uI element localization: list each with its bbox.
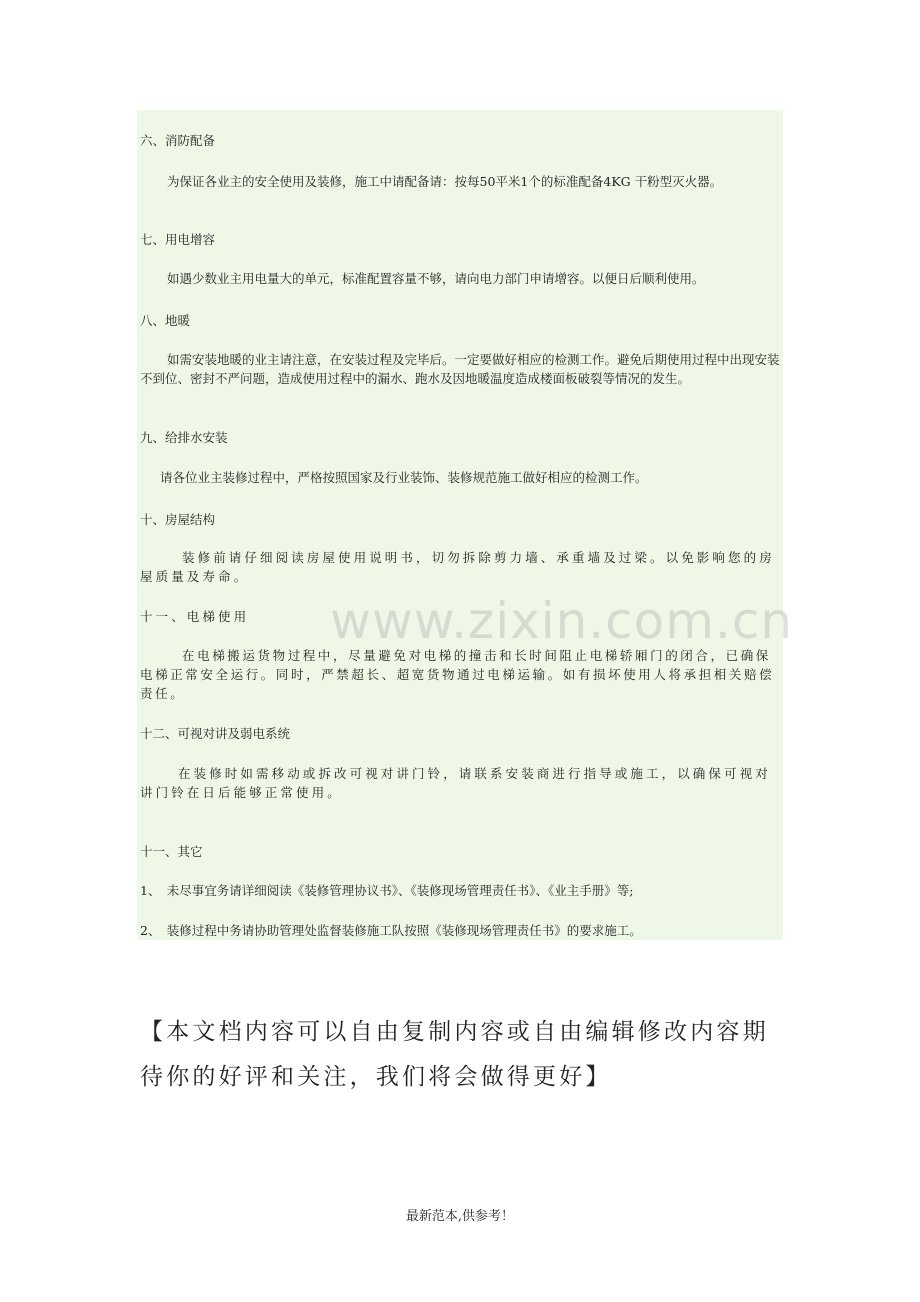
section-9-heading: 九、给排水安装 xyxy=(140,430,228,445)
section-11-heading: 十一、电梯使用 xyxy=(140,609,250,624)
document-panel xyxy=(137,110,783,940)
other-item-1: 1、 未尽事宜务请详细阅读《装修管理协议书》、《装修现场管理责任书》、《业主手册》等; xyxy=(140,883,634,898)
other-item-2: 2、 装修过程中务请协助管理处监督装修施工队按照《装修现场管理责任书》的要求施工。 xyxy=(140,923,642,938)
watermark: www.zixin.com.cn xyxy=(330,592,794,650)
section-10-body: 装修前请仔细阅读房屋使用说明书，切勿拆除剪力墙、承重墙及过梁。以免影响您的房屋质量及寿命。 xyxy=(140,550,775,584)
section-9-body: 请各位业主装修过程中，严格按照国家及行业装饰、装修规范施工做好相应的检测工作。 xyxy=(160,470,648,485)
section-6-body: 为保证各业主的安全使用及装修，施工中请配备请：按每50平米1个的标准配备4KG 干粉型灭火器。 xyxy=(167,174,723,189)
section-10-heading: 十、房屋结构 xyxy=(140,512,216,527)
section-8-heading: 八、地暖 xyxy=(140,313,191,328)
section-other-heading: 十一、其它 xyxy=(140,844,203,859)
section-12-heading: 十二、可视对讲及弱电系统 xyxy=(140,726,291,741)
section-12-body: 在装修时如需移动或拆改可视对讲门铃，请联系安装商进行指导或施工，以确保可视对讲门铃在日后能够正常使用。 xyxy=(140,766,771,800)
section-8-body: 如需安装地暖的业主请注意，在安装过程及完毕后。一定要做好相应的检测工作。避免后期使用过程中出现安装不到位、密封不严问题，造成使用过程中的漏水、跑水及因地暖温度造成楼面板破裂等情况的发生。 xyxy=(140,352,780,386)
promo-text: 【本文档内容可以自由复制内容或自由编辑修改内容期待你的好评和关注，我们将会做得更好】 xyxy=(140,1019,769,1090)
section-7-body: 如遇少数业主用电量大的单元，标准配置容量不够，请向电力部门申请增容。以便日后顺利使用。 xyxy=(167,271,705,286)
section-7-heading: 七、用电增容 xyxy=(140,232,216,247)
section-6-heading: 六、消防配备 xyxy=(140,133,216,148)
footer-text: 最新范本,供参考！ xyxy=(405,1209,515,1224)
section-11-body: 在电梯搬运货物过程中，尽量避免对电梯的撞击和长时间阻止电梯轿厢门的闭合，已确保电梯正常安全运行。同时，严禁超长、超宽货物通过电梯运输。如有损坏使用人将承担相关赔偿责任。 xyxy=(140,648,775,701)
